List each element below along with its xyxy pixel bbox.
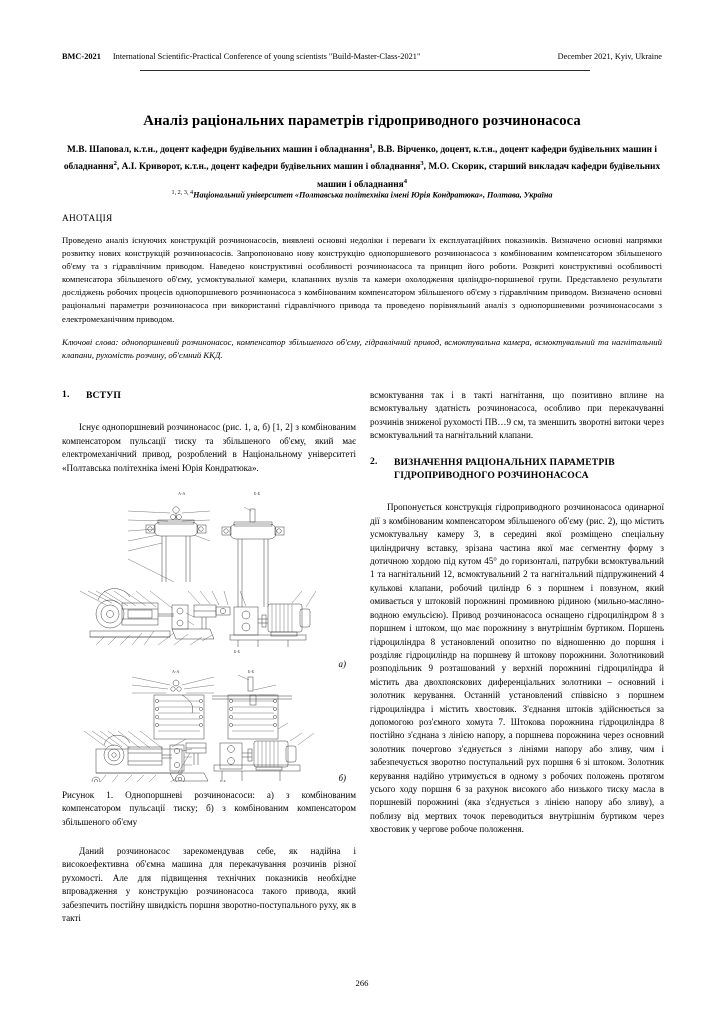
section-1-heading	[62, 389, 356, 402]
section-2-paragraph-1: Пропонується конструкція гідроприводного розчинонасоса одинарної дії з комбінованим компенсатором збільшеного об'єму (рис. 2), що містить усмоктувальну камеру 3, в середині якої розміщено спеціальну циліндричну вставку, зрізана частина якої має сегментну форму з дотичною хордою під кутом 45° до горизонталі, патрубки всмоктувальний 1 та нагнітальний 12, всмоктувальний 2 та нагнітальний підпружинений 4 кулькові клапани, робочий циліндр 6 з поршнем і повзуном, який омивається у штоковій порожнині промивною рідиною (мильно-масляно-водною емульсією). Привод розчинонасоса оснащено гідроциліндром 8 з поршнем і штоком, що має порожнину з внутрішнім буртиком. Поршень гідроциліндра 8 установлений опозитно по відношенню до поршня і розділяє гідроциліндр на поршневу й штокову порожнини. Золотниковий розподільник 9 розташований у верхній порожнині гідроциліндра й містить два двохпояскових диференціальних золотники – основний і золотник керування. Останній установлений співвісно з поршнем гідроциліндра і містить хвостовик. З'єднання штоків здійснюється за допомогою роз'ємного хомута 7. Штокова порожнина гідроциліндра 8 постійно з'єднана з лінією напору, а поршнева порожнина через основний золотник почергово з'єднується з лініями напору або зливу, чим і забезпечується зворотно поступальний рух поршня 6 зі штоком. Золотник керування надійно утримується в одному з робочих положень протягом усього ходу поршня 6 за рахунок високого або низького тиску масла в поршневій порожнині (яка з'єднується з лінією напору або зливу), а поблизу від мертвих точок переводиться внутрішнім буртиком через хвостовик у чергове робоче положення.	[370, 502, 664, 835]
conference-code: BMC-2021	[62, 52, 101, 61]
keywords-text: Ключові слова: однопоршневий розчинонасос, компенсатор збільшеного об'єму, гідравлічний привод, всмоктувальна камера, всмоктувальний та нагнітальний клапани, рухомість розчину, об'ємний ККД.	[62, 337, 662, 361]
author-1-affil-marker: 1	[369, 143, 373, 150]
affiliation-text: Національний університет «Полтавська політехніка імені Юрія Кондратюка», Полтава, Україна	[193, 190, 553, 200]
figure-1	[62, 487, 356, 782]
section-1-paragraph-1: Існує однопоршневий розчинонасос (рис. 1, а, б) [1, 2] з комбінованим компенсатором пульсації тиску та збільшеного об'єму, який має електромеханічний привод, розроблений в Національному університеті «Полтавська політехніка імені Юрія Кондратюка».	[62, 422, 356, 473]
svg-text:Б-Б: Б-Б	[234, 649, 240, 654]
figure-1-label-a: а)	[338, 659, 346, 669]
affiliation	[62, 189, 662, 200]
author-3-affil-marker: 3	[420, 160, 424, 168]
author-2-name: , В.В. Вірченко, доцент, к.т.н., доцент	[372, 145, 529, 156]
author-1-name: М.В. Шаповал, к.т.н., доцент кафедри будівельних машин і обладнання	[67, 145, 370, 156]
page-title: Аналіз раціональних параметрів гідроприводного розчинонасоса	[143, 113, 581, 129]
left-column-continued	[62, 845, 356, 925]
header-divider	[140, 70, 590, 71]
conference-name: International Scientific-Practical Conference of young scientists "Build-Master-Class-2021"	[112, 52, 421, 61]
section-2-title: ВИЗНАЧЕННЯ РАЦІОНАЛЬНИХ ПАРАМЕТРІВ ГІДРОПРИВОДНОГО РОЗЧИНОНАСОСА	[394, 456, 615, 482]
author-3-name: , А.І. Криворот, к.т.н., доцент кафедри будівельних машин і обладнання	[116, 162, 421, 173]
abstract-heading: АНОТАЦІЯ	[62, 214, 113, 224]
section-2-heading	[370, 456, 664, 483]
section-2-number: 2.	[370, 455, 378, 467]
conference-date-place: December 2021, Kyiv, Ukraine	[557, 52, 662, 61]
section-1-paragraph-2: Даний розчинонасос зарекомендував себе, як надійна і високоефективна об'ємна машина для перекачування розчинів різної рухомості. Але для підвищення технічних показників необхідне впровадження у конструкцію розчинонасоса такого привода, який забезпечить постійну швидкість поршня зворотно-поступального руху, як в такті	[62, 846, 356, 924]
author-4-affil-marker: 4	[403, 177, 408, 185]
figure-1-caption: Рисунок 1. Однопоршневі розчинонасоси: а) з комбінованим компенсатором пульсації тиску; б) з комбінованим компенсатором збільшеного об'єму	[62, 790, 356, 827]
paragraph-spacer-3	[370, 488, 664, 501]
authors-list: М.В. Шаповал, к.т.н., доцент кафедри будівельних машин і обладнання$^1$, В.В. Вірченко, доцент, к.т.н., доцент кафедри будівельних машин і обладнання$^2$, А.І. Криворот, к.т.н., доцент кафедри будівельних машин і обладнання$^3$, М.О. Скорик, старший викладач кафедри будівельних машин і обладнання$^4$	[63, 143, 661, 190]
author-2-affil-text: кафедри будівельних машин і обладнання	[63, 145, 657, 173]
svg-text:А-А: А-А	[178, 491, 186, 496]
svg-text:Б-Б: Б-Б	[220, 779, 226, 782]
svg-text:А-А: А-А	[172, 669, 180, 674]
svg-text:Б-Б: Б-Б	[254, 491, 261, 496]
paragraph-spacer	[62, 408, 356, 421]
affiliation-markers: 1, 2, 3, 4	[171, 189, 194, 196]
author-2-affil-marker: 2	[113, 160, 117, 168]
section-1-title: ВСТУП	[86, 390, 121, 401]
figure-1-technical-drawing	[62, 487, 356, 782]
section-1-paragraph-2-continued: всмоктування так і в такті нагнітання, що позитивно вплине на всмоктувальну здатність розчинонасоса, особливо при перекачуванні розчинів зниженої рухомості ПВ…9 см, та зменшить зворотні витоки через всмоктувальний та нагнітальний клапани.	[370, 390, 664, 441]
running-head	[62, 52, 662, 61]
author-4-name: М.О. Скорик, старший викладач кафедри будівельних машин і обладнання	[316, 162, 661, 190]
right-column	[370, 389, 664, 837]
abstract-text: Проведено аналіз існуючих конструкцій розчинонасосів, виявлені основні недоліки і переваги їх експлуатаційних показників. Визначено основні напрямки розвитку нових конструкцій розчинонасосів. Запропоновано нову конструкцію однопоршневого розчинонасоса з комбінованим компенсатором збільшеного об'єму та з гідравлічним приводом. Наведено конструктивні особливості розчинонасоса та принцип його роботи. Розкриті конструктивні особливості компенсатора збільшеного об'єму, усмоктувальної камери, клапанних вузлів та камери охолодження циліндро-поршневої групи. Представлено результати досліджень робочих процесів однопоршневого розчинонасоса з комбінованим компенсатором збільшеного об'єму з гідравлічним приводом. Визначено основні раціональні параметри розчинонасоса при використанні гідравлічного привода та проведено порівняльний аналіз з однопоршневими розчинонасосами з електромеханічним приводом.	[62, 235, 662, 324]
left-column	[62, 389, 356, 475]
section-1-number: 1.	[62, 389, 70, 400]
paragraph-spacer-2	[370, 443, 664, 456]
figure-1-label-b: б)	[338, 773, 346, 783]
svg-text:Б-Б: Б-Б	[248, 669, 255, 674]
page-number: 266	[355, 978, 369, 988]
